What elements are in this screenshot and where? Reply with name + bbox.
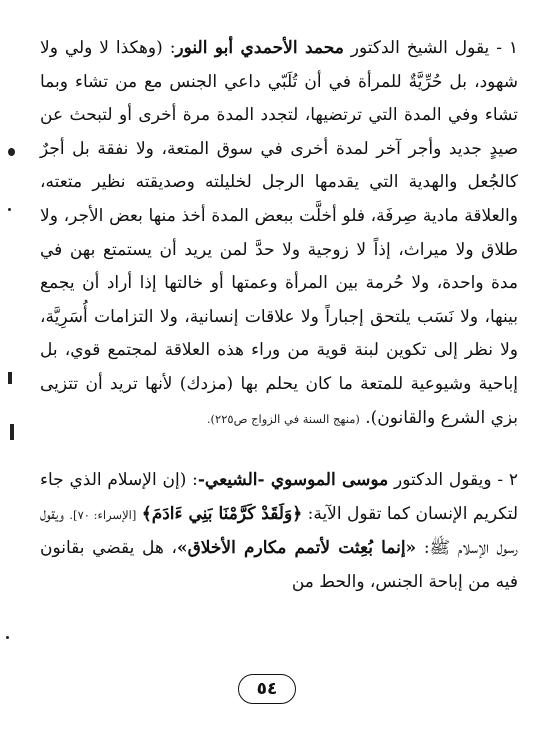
- paragraph-1: [40, 32, 518, 436]
- source-note: (منهج السنة في الزواج ص٢٢٥).: [206, 411, 360, 426]
- page-number: ٥٤: [238, 674, 296, 704]
- quran-verse: ﴿وَلَقَدْ كَرَّمْنَا بَنِي ءَادَمَ﴾: [141, 503, 303, 524]
- margin-ink-mark: [10, 424, 14, 440]
- body-text: [40, 32, 518, 600]
- quoted-author: محمد الأحمدي أبو النور: [175, 38, 344, 58]
- paragraph-2: [40, 464, 518, 599]
- verse-reference: [الإسراء: ٧٠].: [69, 507, 137, 522]
- quote-text: ، هل يقضي بقانون فيه من إباحة الجنس، والحط من: [40, 538, 518, 592]
- quote-text: ويقول رسول الإسلام ﷺ:: [40, 503, 518, 559]
- margin-ink-mark: [8, 372, 12, 384]
- margin-ink-dot: [8, 208, 11, 211]
- quoted-author: موسى الموسوي -الشيعي-: [197, 470, 389, 491]
- quote-text: : (إن الإسلام الذي جاء لتكريم الإنسان كما تقول الآية:: [40, 470, 519, 524]
- paragraph-number: ٢ - ويقول الدكتور: [394, 470, 518, 491]
- margin-ink-dot: [8, 148, 15, 156]
- quote-text: : (وهكذا لا ولي ولا شهود، بل حُرِّيَّةٌ للمرأة في أن تُلَبّي داعي الجنس مع من تشاء وبما تشاء وفي المدة التي ترتضيها، لتجدد المدة مرة أخرى أو لتبحث عن صيدٍ جديد وأجر آخر لمدة أخرى في سوق المتعة، ولا نفقة بل أجرٌ كالجُعل والهدية التي يقدمها الرجل لخليلته وصديقته نظير متعته، والعلاقة مادية صِرفَة، فلو أخلَّت ببعض المدة أخذ منها بعض الأجر، ولا طلاق ولا ميراث، إذاً لا زوجية ولا حدَّ لمن يريد أن يستمتع بهن في مدة واحدة، ولا حُرمة بين المرأة وعمتها أو خالتها إذا أراد أن يجمع بينها، ولا نَسَب يلتحق إجباراً ولا علاقات إنسانية، ولا التزامات أُسَرِيَّة، ولا نظر إلى تكوين لبنة قوية من وراء هذه العلاقة لمجتمع قوي، بل إباحية وشيوعية للمتعة ما كان يحلم بها (مزدك) لأنها تريد أن تتزيى بزي الشرع والقانون).: [40, 38, 518, 428]
- margin-ink-dot: [6, 636, 9, 639]
- paragraph-number: ١ - يقول الشيخ الدكتور: [350, 38, 519, 58]
- hadith-quote: «إنما بُعِثت لأتمم مكارم الأخلاق»: [176, 538, 417, 559]
